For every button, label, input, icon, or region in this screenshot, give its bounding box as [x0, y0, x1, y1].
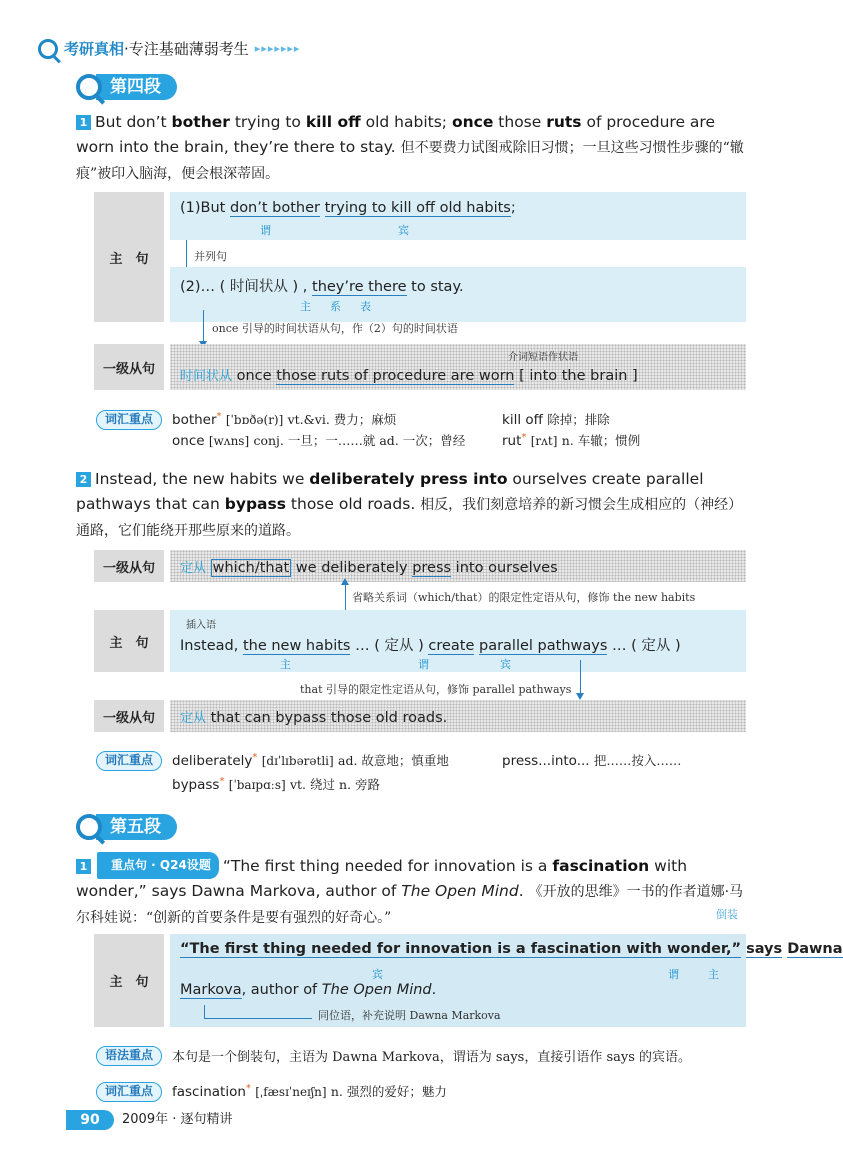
text: those old roads. [285, 495, 421, 513]
relative-pronoun: that [210, 710, 241, 726]
text: … ( 定从 ) [350, 638, 429, 654]
text: ourselves create parallel pathways that can [76, 470, 704, 513]
section-heading-4 [76, 74, 177, 100]
vocab-entry-press-into [502, 751, 681, 769]
search-logo-icon [38, 39, 58, 59]
text: with wonder,” says Dawna Markova, author of [76, 857, 688, 900]
vocab-entry-once [172, 431, 465, 449]
text [320, 200, 325, 216]
main-clause-label: 主 句 [94, 934, 164, 1027]
translation: 相反，我们刻意培养的新习惯会生成相应的（神经）通路，它们能绕开那些原来的道路。 [76, 497, 743, 539]
tag-object: 宾 [372, 968, 383, 981]
keyword: fascination [552, 857, 650, 875]
vocab-entry-bother: bother* [ˈbɒðə(r)] vt.&vi. 费力；麻烦 [172, 411, 397, 428]
vocab-entry-deliberately: deliberately* [dɪˈlɪbərətli] ad. 故意地；慎重地 [172, 752, 449, 769]
arrow-down-icon [580, 660, 581, 694]
section-heading-5 [76, 814, 177, 840]
appositive-line [180, 982, 436, 998]
phonetic: [ˈbɒðə(r)] [225, 413, 284, 427]
text: can bypass those old roads. [240, 710, 448, 726]
text: But don’t [95, 113, 172, 131]
vocab-entry-rut: rut* [rʌt] n. 车辙；惯例 [502, 432, 641, 449]
definition: vt. 绕过 n. 旁路 [289, 777, 380, 792]
subject: Dawna [787, 941, 843, 957]
phonetic: [ˈbaɪpɑːs] [228, 778, 286, 792]
footer-text: 2009年 · 逐句精讲 [122, 1112, 233, 1127]
main-clause-label: 主 句 [94, 610, 164, 672]
subject-predicate: they’re there [312, 279, 407, 295]
magnifier-icon [76, 814, 102, 840]
vocab-badge: 词汇重点 [96, 751, 162, 771]
section-title: 第五段 [96, 814, 177, 840]
word: bother [172, 412, 217, 428]
direct-quote-object: “The first thing needed for innovation is a fascination with wonder,” [180, 941, 741, 957]
sub-clause-line [180, 365, 638, 384]
clause-body: those ruts of procedure are worn [276, 368, 515, 384]
vocab-badge: 词汇重点 [96, 1082, 162, 1102]
definition: 除掉；排除 [547, 412, 610, 427]
book-title: The Open Mind [321, 982, 432, 998]
word: press...into... [502, 753, 590, 769]
text: trying to [229, 113, 306, 131]
keyword: kill off [305, 113, 361, 131]
tag-object: 宾 [500, 658, 511, 671]
grammar-note: 本句是一个倒装句，主语为 Dawna Markova，谓语为 says，直接引语作 says 的宾语。 [172, 1050, 692, 1065]
definition: ad. 故意地；慎重地 [338, 753, 449, 768]
clause-line-2 [180, 275, 464, 296]
word: rut [502, 433, 522, 449]
word: kill off [502, 412, 543, 428]
definition: n. 强烈的爱好；魅力 [330, 1084, 447, 1099]
paragraph-sentence-1 [76, 852, 748, 931]
tag-subject: 主 [300, 300, 311, 313]
definition: n. 车辙；惯例 [561, 433, 641, 448]
parallel-note: 并列句 [194, 250, 227, 263]
tag-predicate: 谓 [418, 658, 429, 671]
text: into ourselves [451, 560, 558, 576]
book-subtitle: ·专注基础薄弱考生 [124, 40, 249, 58]
tag-predicate: 谓 [668, 968, 679, 981]
object: parallel pathways [479, 638, 608, 654]
vocab-entry-kill-off [502, 410, 610, 428]
sentence-number: 1 [76, 115, 91, 130]
keyword: once [451, 113, 494, 131]
text: . [431, 982, 437, 998]
clause-type-tag: 定从 [180, 561, 207, 576]
appositive-bracket [204, 1005, 312, 1019]
text: Instead, [180, 638, 243, 654]
sub-clause-line-1 [180, 557, 558, 576]
keyword: deliberately press into [309, 470, 508, 488]
paragraph-sentence-2 [76, 467, 748, 544]
vocab-badge: 词汇重点 [96, 410, 162, 430]
clause-line-1 [180, 200, 516, 216]
text: . [518, 882, 529, 900]
definition: vt.&vi. 费力；麻烦 [287, 412, 397, 427]
word: fascination [172, 1084, 246, 1100]
clause-type-tag: 定从 [180, 711, 207, 726]
book-title: 考研真相 [64, 40, 125, 58]
definition: conj. 一旦；一……就 ad. 一次；曾经 [253, 433, 466, 448]
sub-clause-label: 一级从句 [94, 344, 164, 390]
inversion-mark: 倒装 [716, 908, 738, 921]
text: , author of [241, 982, 322, 998]
arrow-down-icon [203, 310, 204, 342]
subject: Markova [180, 982, 242, 998]
header-arrows: ▸▸▸▸▸▸▸ [254, 42, 301, 55]
main-clause-label: 主 句 [94, 192, 164, 322]
phonetic: [wʌns] [208, 434, 250, 448]
tag-object: 宾 [398, 224, 409, 237]
definition: 把……按入…… [593, 753, 682, 768]
phonetic: [ˌfæsɪˈneɪʃn] [255, 1085, 327, 1099]
text: “The first thing needed for innovation is a [222, 857, 553, 875]
phonetic: [dɪˈlɪbərətli] [261, 754, 334, 768]
tag-subject: 主 [708, 968, 719, 981]
conjunction: once [236, 368, 272, 384]
text: (1)But [180, 200, 230, 216]
tag-linking: 系 [330, 300, 341, 313]
vocab-entry-fascination: fascination* [ˌfæsɪˈneɪʃn] n. 强烈的爱好；魅力 [172, 1083, 447, 1100]
predicate: don’t bother [229, 200, 320, 216]
text: … ( 定从 ) [607, 638, 681, 654]
text: old habits; [360, 113, 452, 131]
magnifier-icon [76, 74, 102, 100]
sentence-number: 1 [76, 859, 91, 874]
clause-note-down: that 引导的限定性定语从句，修饰 parallel pathways [300, 683, 572, 696]
text: we deliberately [291, 560, 413, 576]
text: ; [510, 200, 516, 216]
phonetic: [rʌt] [530, 434, 558, 448]
key-sentence-tag: 重点句 · Q24设题 [97, 852, 219, 879]
object: trying to kill off old habits [324, 200, 511, 216]
text: of procedure are worn into the brain, they’re there to stay. [76, 113, 715, 156]
word: bypass [172, 777, 220, 793]
text: to stay. [406, 279, 464, 295]
text: (2)… ( 时间状从 ) , [180, 279, 313, 295]
grammar-badge: 语法重点 [96, 1046, 162, 1066]
word: deliberately [172, 753, 253, 769]
translation: 但不要费力试图戒除旧习惯；一旦这些习惯性步骤的“辙痕”被印入脑海，便会根深蒂固。 [76, 140, 744, 182]
page-number: 90 [66, 1110, 114, 1130]
clause-note: once 引导的时间状语从句，作（2）句的时间状语 [212, 322, 458, 335]
keyword: ruts [546, 113, 582, 131]
subject: the new habits [242, 638, 351, 654]
vocab-entry-bypass: bypass* [ˈbaɪpɑːs] vt. 绕过 n. 旁路 [172, 776, 380, 793]
phrase-note: 介词短语作状语 [508, 352, 578, 363]
omitted-relative: which/that [212, 560, 290, 576]
predicate: create [428, 638, 475, 654]
parallel-connector [186, 240, 187, 267]
word: once [172, 433, 205, 449]
translation: 《开放的思维》一书的作者道娜·马尔科娃说：“创新的首要条件是要有强烈的好奇心。” [76, 884, 744, 926]
text: those [493, 113, 547, 131]
predicate: says [746, 941, 783, 957]
clause-note-up: 省略关系词（which/that）的限定性定语从句，修饰 the new habits [352, 591, 696, 604]
sub-clause-label: 一级从句 [94, 550, 164, 582]
paragraph-sentence-1 [76, 110, 748, 187]
verb: press [412, 560, 452, 576]
sentence-number: 2 [76, 472, 91, 487]
book-title: The Open Mind [401, 882, 519, 900]
prepositional-phrase: [ into the brain ] [519, 368, 638, 384]
keyword: bypass [224, 495, 286, 513]
tag-predicate: 谓 [260, 224, 271, 237]
tag-subject: 主 [280, 658, 291, 671]
page-header [38, 38, 300, 59]
quote-line [180, 941, 843, 957]
sub-clause-label: 一级从句 [94, 700, 164, 732]
tag-predicative: 表 [360, 300, 371, 313]
keyword: bother [171, 113, 230, 131]
main-clause-line [180, 634, 681, 655]
insert-note: 插入语 [186, 620, 216, 631]
section-title: 第四段 [96, 74, 177, 100]
text: Instead, the new habits we [95, 470, 310, 488]
appositive-note: 同位语，补充说明 Dawna Markova [318, 1009, 501, 1022]
clause-type-tag: 时间状从 [180, 369, 233, 384]
sub-clause-line-2 [180, 707, 447, 726]
